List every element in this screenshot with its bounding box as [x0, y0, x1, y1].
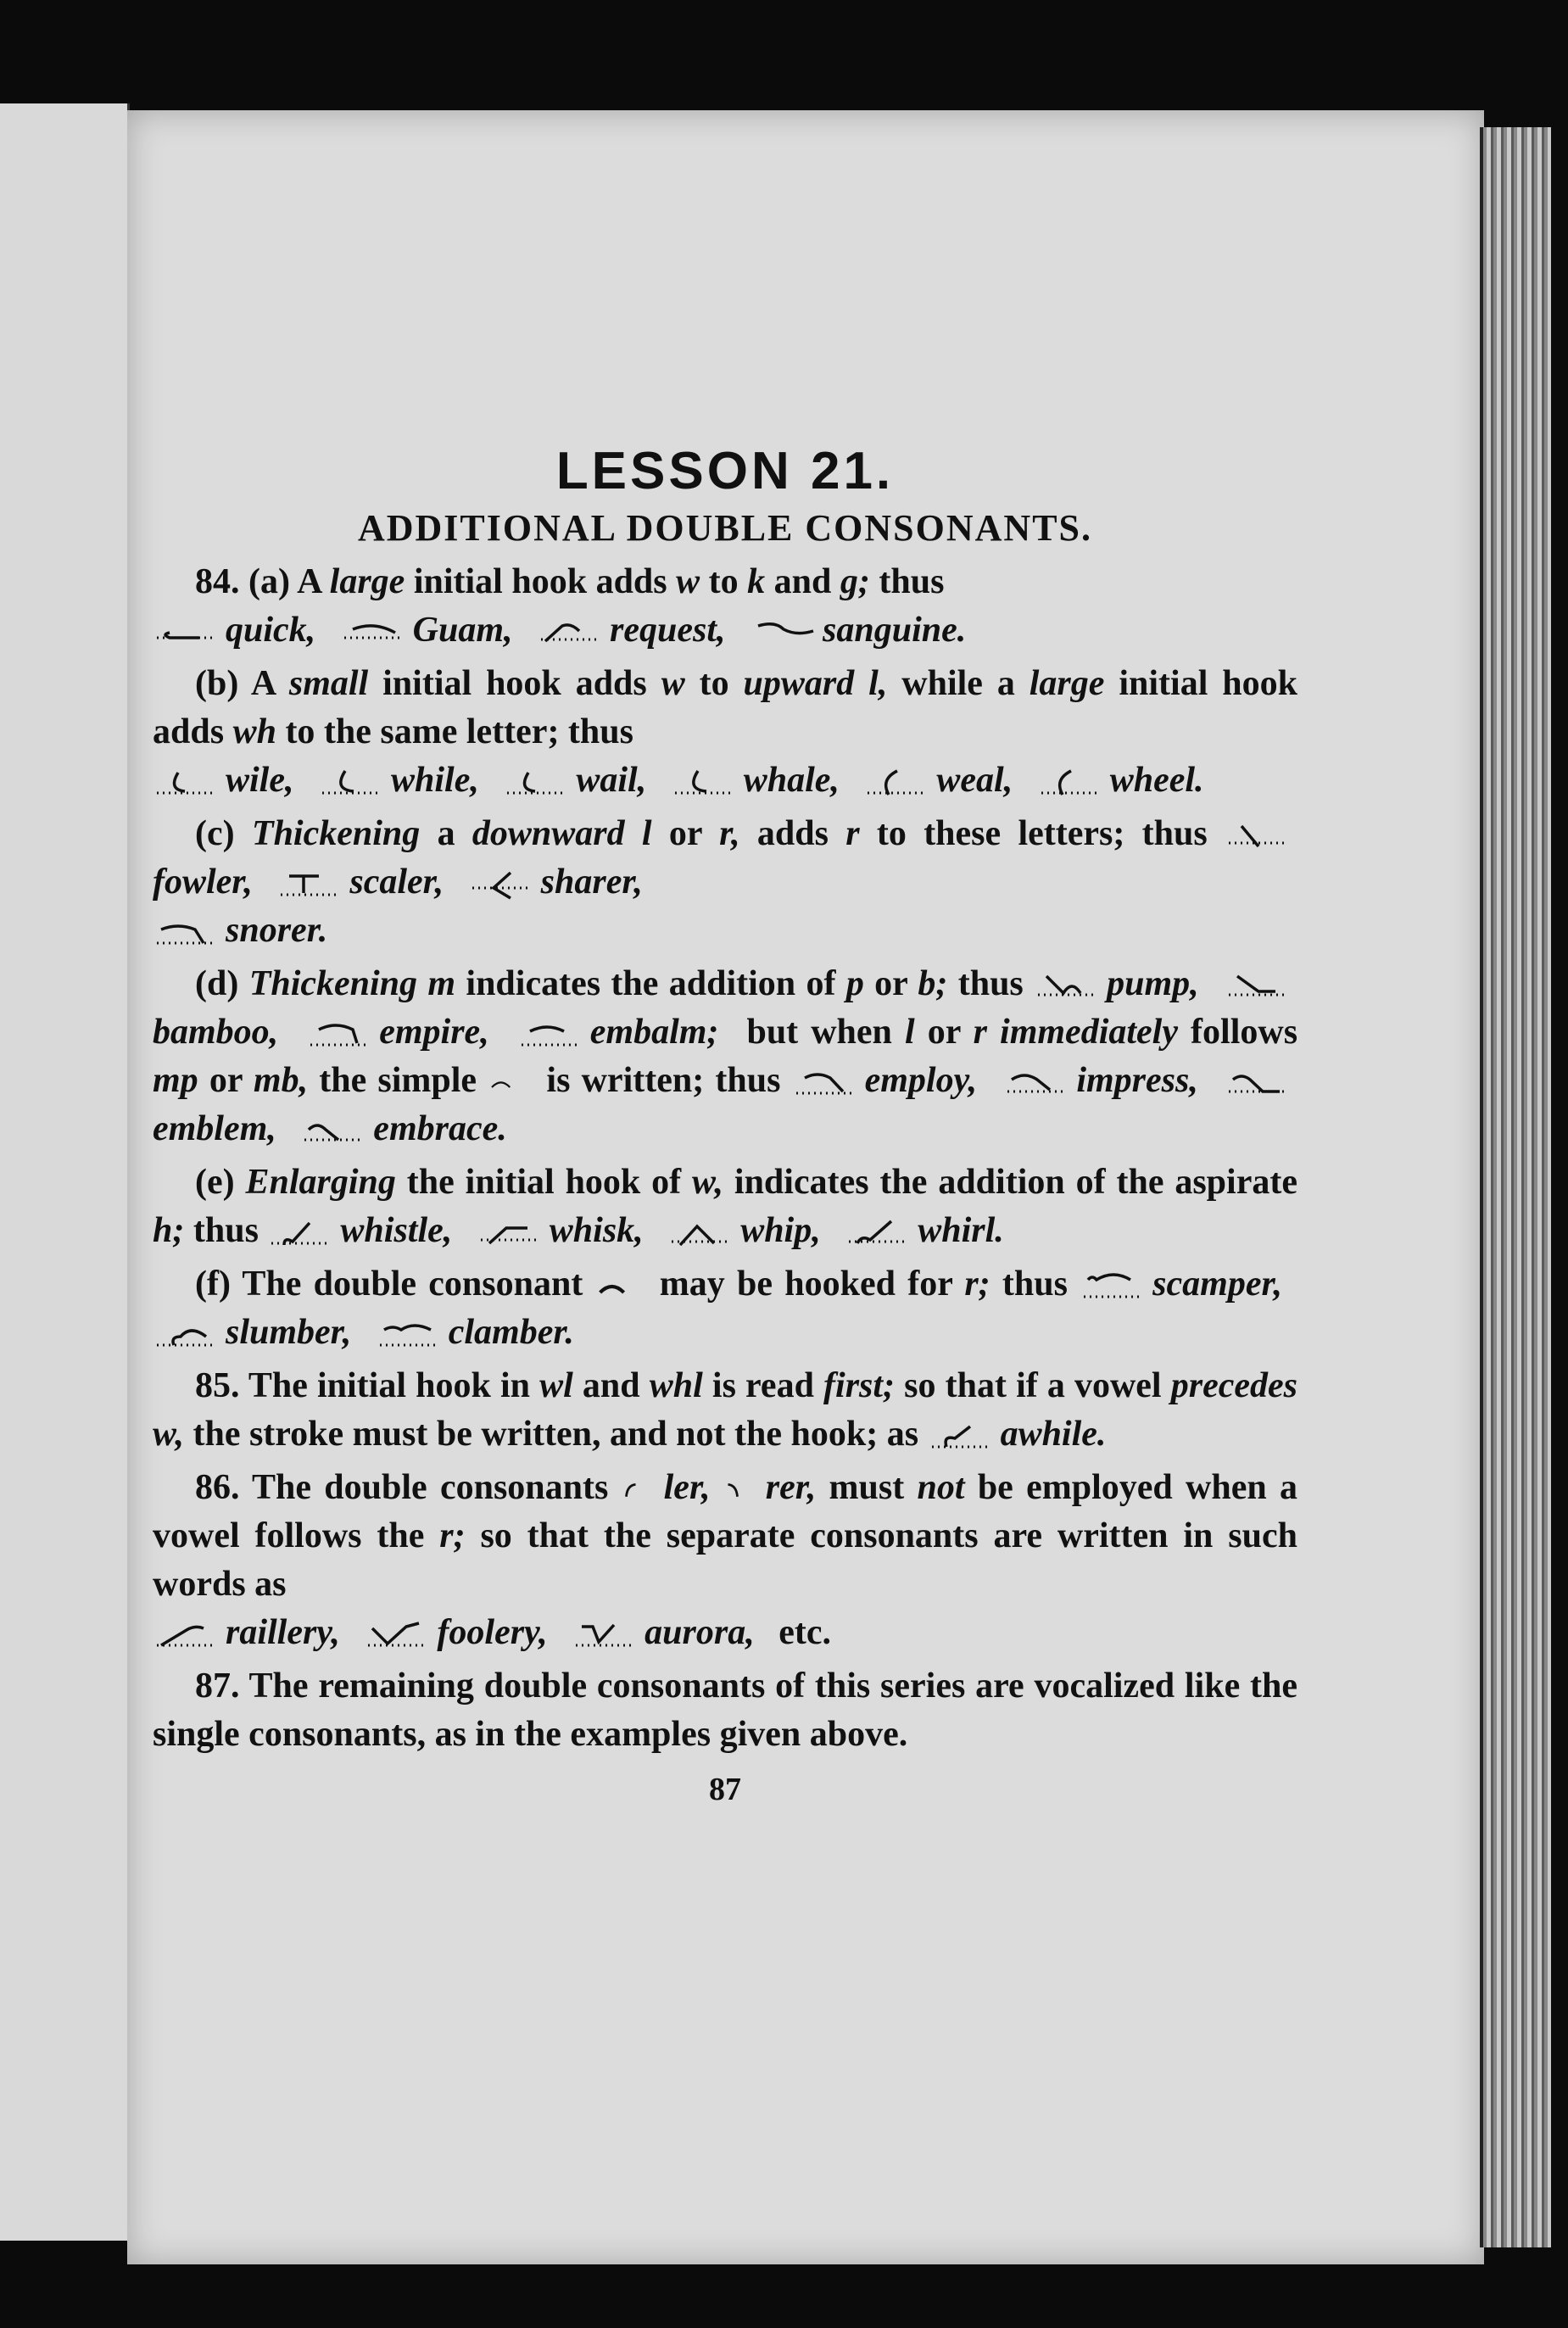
text: g; — [840, 562, 870, 601]
text: initial hook adds — [368, 664, 661, 703]
example-word: wile, — [226, 761, 294, 800]
text: to the same letter; thus — [276, 712, 633, 751]
text: adds — [739, 814, 846, 853]
shorthand-outline — [1037, 768, 1105, 798]
shorthand-outline — [537, 617, 605, 648]
page-edges — [1480, 127, 1551, 2247]
paragraph-85 — [153, 1362, 1297, 1459]
shorthand-outline — [1225, 821, 1292, 851]
shorthand-outline — [153, 1620, 220, 1650]
example-word: scaler, — [349, 863, 444, 902]
text: initial hook adds — [153, 664, 1297, 751]
text: but when — [746, 1013, 905, 1052]
shorthand-outline — [477, 1218, 544, 1248]
page-text — [153, 441, 1297, 1808]
text: precedes w, — [153, 1366, 1297, 1454]
shorthand-outline — [517, 1019, 585, 1050]
text: small — [288, 664, 369, 703]
text: to these letters; thus — [859, 814, 1208, 853]
text: w, — [692, 1163, 724, 1202]
text: or — [863, 964, 918, 1003]
shorthand-outline — [1225, 1068, 1292, 1098]
text: l — [904, 1013, 915, 1052]
example-word: emblem, — [153, 1109, 276, 1148]
shorthand-outline — [503, 768, 571, 798]
text: h; — [153, 1211, 185, 1250]
text: (d) — [195, 964, 249, 1003]
example-word: weal, — [936, 761, 1013, 800]
text: Thickening — [251, 814, 421, 853]
example-word: request, — [610, 611, 726, 650]
text: may be hooked for — [647, 1264, 965, 1304]
text: is read — [702, 1366, 824, 1405]
example-word: wail, — [576, 761, 647, 800]
text: indicates the addition of — [455, 964, 846, 1003]
shorthand-outline — [364, 1620, 432, 1650]
text: p — [845, 964, 864, 1003]
example-word: scamper, — [1152, 1264, 1282, 1304]
text: 85. The initial hook in — [195, 1366, 540, 1405]
example-word: whip, — [740, 1211, 821, 1250]
example-word: embrace. — [373, 1109, 507, 1148]
text: whl — [649, 1366, 703, 1405]
shorthand-outline — [306, 1019, 374, 1050]
text: Enlarging — [245, 1163, 396, 1202]
text: thus — [869, 562, 945, 601]
paragraph-84e — [153, 1158, 1297, 1255]
text: to — [700, 562, 748, 601]
example-word: sanguine. — [823, 611, 967, 650]
shorthand-outline — [792, 1068, 860, 1098]
paragraph-87: 87. The remaining double consonants of this series are vocalized like the single consonants, as in the examples given above. — [153, 1666, 1297, 1754]
text: thus — [947, 964, 1024, 1003]
paragraph-84c — [153, 810, 1297, 955]
text: wl — [539, 1366, 573, 1405]
text: mb, — [253, 1061, 309, 1100]
example-word: pump, — [1107, 964, 1199, 1003]
lesson-subtitle: ADDITIONAL DOUBLE CONSONANTS. — [357, 507, 1093, 549]
text: r — [973, 1013, 987, 1052]
shorthand-outline — [595, 1271, 643, 1302]
text: or — [198, 1061, 254, 1100]
text: r; — [439, 1516, 466, 1555]
example-word: empire, — [379, 1013, 489, 1052]
example-word: foolery, — [437, 1613, 548, 1652]
shorthand-outline — [153, 918, 220, 948]
text: ler, — [663, 1468, 711, 1507]
example-word: employ, — [864, 1061, 978, 1100]
text: k — [747, 562, 766, 601]
text: the initial hook of — [395, 1163, 693, 1202]
shorthand-outline — [1225, 971, 1292, 1002]
page-number: 87 — [709, 1772, 741, 1807]
text — [987, 1013, 1000, 1052]
text: thus — [184, 1211, 259, 1250]
text: (e) — [195, 1163, 246, 1202]
text: r; — [964, 1264, 990, 1304]
shorthand-outline — [267, 1218, 335, 1248]
shorthand-outline — [153, 1320, 220, 1350]
text: (b) A — [195, 664, 289, 703]
text: indicates the addition of the aspirate — [723, 1163, 1297, 1202]
text: etc. — [769, 1613, 831, 1652]
text: immediately — [1000, 1013, 1178, 1052]
shorthand-outline — [845, 1218, 912, 1248]
shorthand-outline — [276, 869, 344, 900]
example-word: impress, — [1076, 1061, 1198, 1100]
paragraph-84a — [153, 558, 1297, 655]
example-word: wheel. — [1109, 761, 1204, 800]
example-word: quick, — [226, 611, 316, 650]
text: not — [917, 1468, 965, 1507]
shorthand-outline — [300, 1116, 368, 1147]
text: rer, — [765, 1468, 817, 1507]
text: the stroke must be written, and not the hook; as — [183, 1415, 919, 1454]
text: to — [684, 664, 744, 703]
shorthand-outline — [750, 617, 817, 648]
text: and — [765, 562, 840, 601]
text: the simple — [308, 1061, 477, 1100]
paragraph-84b — [153, 660, 1297, 805]
shorthand-outline — [572, 1620, 639, 1650]
text: or — [914, 1013, 974, 1052]
paragraph-84d — [153, 960, 1297, 1153]
text: or — [651, 814, 720, 853]
text: while a — [887, 664, 1030, 703]
text: large — [329, 562, 405, 601]
example-word: snorer. — [226, 911, 328, 950]
shorthand-outline — [863, 768, 931, 798]
text: so that the separate consonants are written in such words as — [153, 1516, 1297, 1604]
shorthand-outline — [1080, 1271, 1147, 1302]
paragraph-86 — [153, 1464, 1297, 1657]
example-word: bamboo, — [153, 1013, 279, 1052]
shorthand-outline — [671, 768, 739, 798]
text: initial hook adds — [405, 562, 677, 601]
example-word: whistle, — [340, 1211, 453, 1250]
text: Thickening m — [248, 964, 456, 1003]
shorthand-outline — [723, 1475, 761, 1505]
example-word: fowler, — [153, 863, 253, 902]
text: and — [572, 1366, 650, 1405]
example-word: slumber, — [226, 1313, 352, 1352]
shorthand-outline — [622, 1475, 659, 1505]
example-word: sharer, — [540, 863, 643, 902]
example-word: embalm; — [589, 1013, 719, 1052]
text: is written; thus — [535, 1061, 781, 1100]
shorthand-outline — [340, 617, 408, 648]
example-word: while, — [391, 761, 479, 800]
example-word: awhile. — [1000, 1415, 1107, 1454]
text: r — [845, 814, 860, 853]
text: must — [816, 1468, 918, 1507]
text: thus — [990, 1264, 1068, 1304]
text: so that if a vowel — [895, 1366, 1171, 1405]
text: downward l — [472, 814, 652, 853]
text: follows — [1178, 1013, 1298, 1052]
shorthand-outline — [318, 768, 386, 798]
text: w — [676, 562, 700, 601]
left-page-edge — [0, 103, 130, 2241]
example-word: aurora, — [644, 1613, 755, 1652]
lesson-title: LESSON 21. — [555, 442, 895, 500]
example-word: raillery, — [226, 1613, 340, 1652]
shorthand-outline — [928, 1421, 996, 1452]
text: w — [661, 664, 685, 703]
shorthand-outline — [468, 869, 536, 900]
text: r, — [719, 814, 740, 853]
text: wh — [232, 712, 276, 751]
example-word: clamber. — [448, 1313, 574, 1352]
text: mp — [153, 1061, 198, 1100]
text: upward l, — [743, 664, 888, 703]
text: (c) — [195, 814, 252, 853]
shorthand-outline — [153, 768, 220, 798]
text: large — [1029, 664, 1105, 703]
example-word: whale, — [743, 761, 840, 800]
text: b; — [918, 964, 948, 1003]
text: a — [420, 814, 472, 853]
shorthand-outline — [667, 1218, 735, 1248]
example-word: whisk, — [549, 1211, 644, 1250]
text: (f) The double consonant — [195, 1264, 583, 1304]
text: first; — [823, 1366, 896, 1405]
text: 86. The double consonants — [195, 1468, 609, 1507]
example-word: Guam, — [412, 611, 513, 650]
shorthand-outline — [488, 1068, 530, 1098]
shorthand-outline — [153, 617, 220, 648]
text: be employed when a vowel follows the — [153, 1468, 1297, 1555]
shorthand-outline — [1003, 1068, 1071, 1098]
shorthand-outline — [376, 1320, 444, 1350]
shorthand-outline — [1034, 971, 1102, 1002]
paragraph-84f — [153, 1260, 1297, 1357]
text: 84. (a) A — [195, 562, 330, 601]
example-word: whirl. — [918, 1211, 1004, 1250]
